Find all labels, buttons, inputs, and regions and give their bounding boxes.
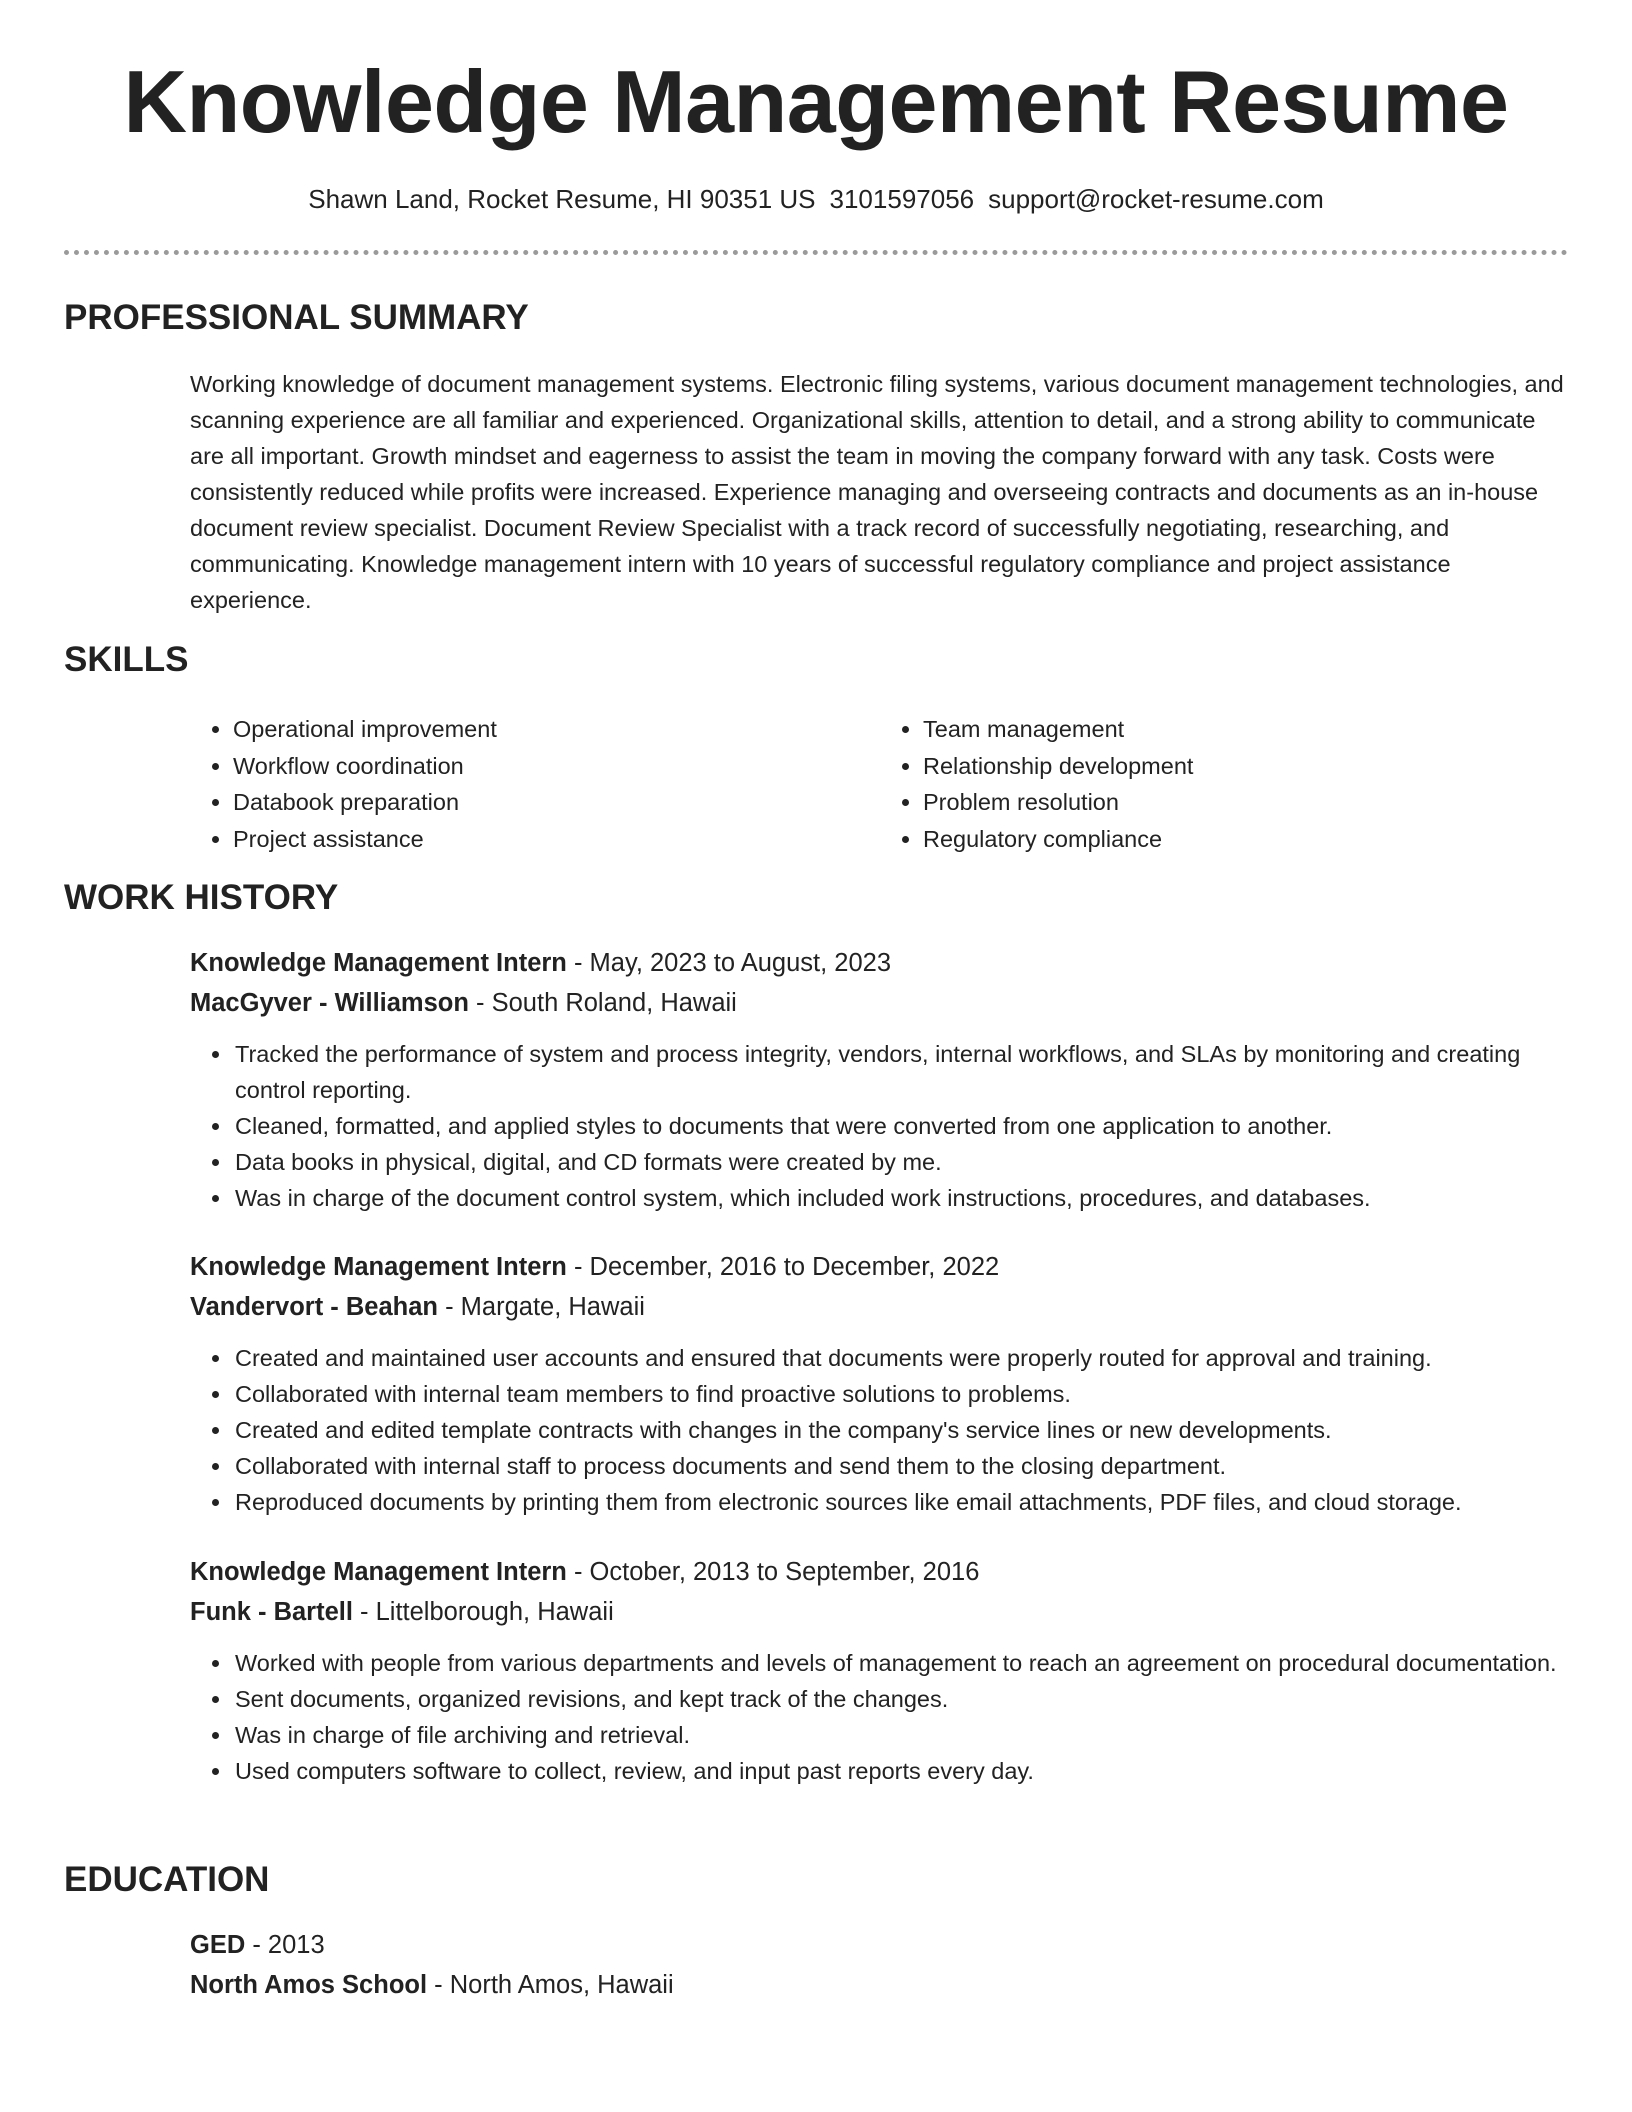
skills-heading: SKILLS — [64, 640, 189, 679]
job-title-line — [190, 1248, 1570, 1286]
skills-list — [190, 711, 1570, 857]
job-title: Knowledge Management Intern — [190, 1253, 567, 1281]
skill-item: • Problem resolution — [923, 784, 1570, 821]
education-school: North Amos School — [190, 1971, 428, 1999]
job-company: MacGyver - Williamson — [190, 989, 469, 1017]
contact-email: support@rocket-resume.com — [988, 184, 1324, 214]
job-company-line — [190, 984, 1570, 1022]
job-bullet: • Data books in physical, digital, and CD formats were created by me. — [233, 1144, 1570, 1180]
education-location: - North Amos, Hawaii — [427, 1971, 674, 1999]
job-title-line — [190, 944, 1570, 982]
job-dates: - October, 2013 to September, 2016 — [566, 1558, 980, 1586]
job-title: Knowledge Management Intern — [190, 949, 567, 977]
job-dates: - December, 2016 to December, 2022 — [566, 1253, 1000, 1281]
summary-text: Working knowledge of document management systems. Electronic filing systems, various document management technologies, and scanning experience are all familiar and experienced. Organizational skills, attention to detail, and a strong ability to communicate are all important. Growth mindset and eagerness to assist the team in moving the company forward with any task. Costs were consistently reduced while profits were increased. Experience managing and overseeing contracts and documents as an in-house document review specialist. Document Review Specialist with a track record of successfully negotiating, researching, and communicating. Knowledge management intern with 10 years of successful regulatory compliance and project assistance experience. — [190, 371, 1564, 613]
summary-heading: PROFESSIONAL SUMMARY — [64, 298, 529, 337]
job-bullets — [190, 1036, 1570, 1216]
skills-column-left — [190, 711, 880, 857]
job-bullet: • Worked with people from various departments and levels of management to reach an agreement on procedural documentation. — [233, 1645, 1570, 1681]
job-bullet: • Used computers software to collect, review, and input past reports every day. — [233, 1753, 1570, 1789]
job-company-line — [190, 1593, 1570, 1631]
job-location: - Littelborough, Hawaii — [352, 1598, 614, 1626]
job-bullet: • Reproduced documents by printing them from electronic sources like email attachments, PDF files, and cloud storage. — [233, 1484, 1570, 1520]
skill-item: • Workflow coordination — [233, 748, 880, 785]
skill-item: • Team management — [923, 711, 1570, 748]
job-bullet: • Was in charge of file archiving and retrieval. — [233, 1717, 1570, 1753]
job-location: - Margate, Hawaii — [438, 1293, 645, 1321]
skill-item: • Operational improvement — [233, 711, 880, 748]
education-heading: EDUCATION — [64, 1860, 270, 1899]
job-bullet: • Collaborated with internal staff to process documents and send them to the closing department. — [233, 1448, 1570, 1484]
job-bullet: • Tracked the performance of system and process integrity, vendors, internal workflows, and SLAs by monitoring and creating control reporting. — [233, 1036, 1570, 1108]
job-bullet: • Created and edited template contracts with changes in the company's service lines or new developments. — [233, 1412, 1570, 1448]
skill-item: • Project assistance — [233, 821, 880, 858]
job-entry — [190, 944, 1570, 1216]
job-dates: - May, 2023 to August, 2023 — [566, 949, 892, 977]
job-bullets — [190, 1645, 1570, 1789]
job-bullet: • Cleaned, formatted, and applied styles to documents that were converted from one application to another. — [233, 1108, 1570, 1144]
contact-phone: 3101597056 — [829, 184, 975, 214]
education-school-line — [190, 1966, 1570, 2004]
job-bullet: • Sent documents, organized revisions, and kept track of the changes. — [233, 1681, 1570, 1717]
job-company: Funk - Bartell — [190, 1598, 353, 1626]
education-degree-line — [190, 1926, 1570, 1964]
work-history-heading: WORK HISTORY — [64, 878, 339, 917]
contact-line — [0, 181, 1632, 217]
skill-item: • Databook preparation — [233, 784, 880, 821]
job-title-line — [190, 1553, 1570, 1591]
skills-column-right — [880, 711, 1570, 857]
contact-address: Shawn Land, Rocket Resume, HI 90351 US — [308, 184, 816, 214]
skill-item: • Regulatory compliance — [923, 821, 1570, 858]
job-entry — [190, 1248, 1570, 1520]
job-company-line — [190, 1288, 1570, 1326]
education-entry — [190, 1926, 1570, 2004]
job-bullet: • Collaborated with internal team members to find proactive solutions to problems. — [233, 1376, 1570, 1412]
job-bullets — [190, 1340, 1570, 1520]
skill-item: • Relationship development — [923, 748, 1570, 785]
job-bullet: • Created and maintained user accounts and ensured that documents were properly routed for approval and training. — [233, 1340, 1570, 1376]
job-entry — [190, 1553, 1570, 1789]
education-year: - 2013 — [245, 1931, 325, 1959]
job-location: - South Roland, Hawaii — [468, 989, 737, 1017]
header-divider — [64, 250, 1568, 255]
job-company: Vandervort - Beahan — [190, 1293, 438, 1321]
education-degree: GED — [190, 1931, 246, 1959]
job-title: Knowledge Management Intern — [190, 1558, 567, 1586]
job-bullet: • Was in charge of the document control system, which included work instructions, procedures, and databases. — [233, 1180, 1570, 1216]
resume-title: Knowledge Management Resume — [123, 52, 1509, 151]
